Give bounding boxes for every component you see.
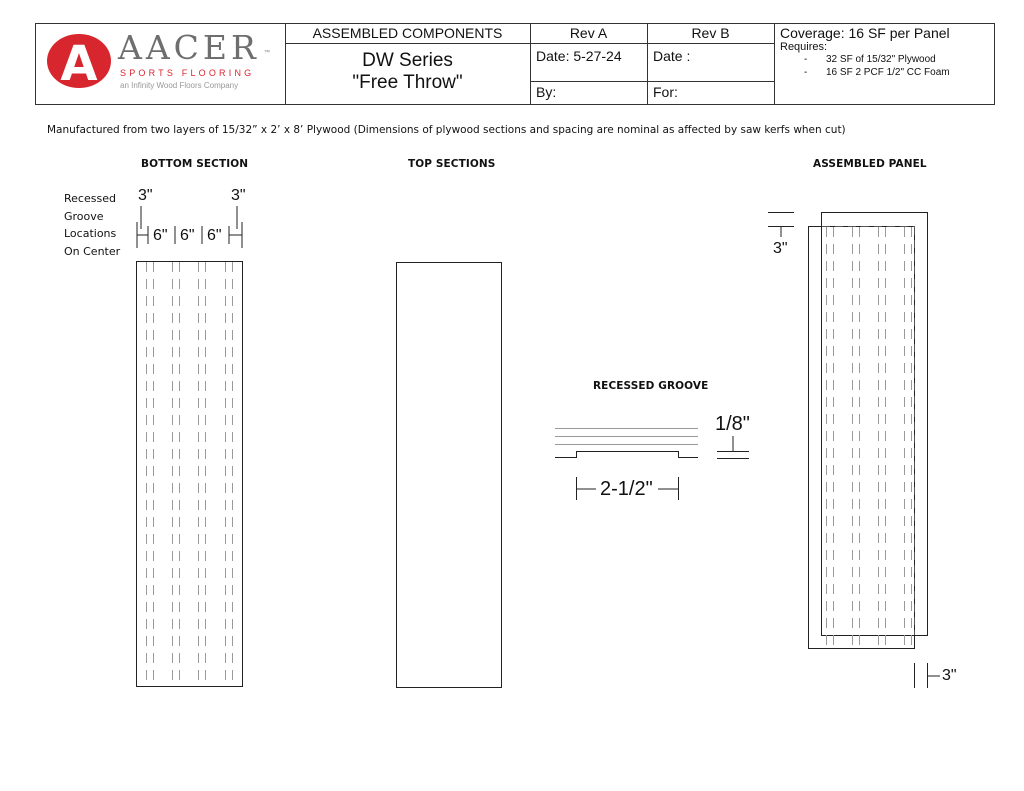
dim-top-offset: 3" (773, 240, 788, 257)
dim-edge-left: 3" (138, 187, 153, 204)
dim-groove-spacing: 6" (180, 227, 195, 244)
assembled-bottom-outline (809, 227, 915, 649)
by-field: By: (536, 84, 557, 100)
groove-profile (555, 452, 698, 458)
note-line: On Center (64, 244, 121, 258)
top-sections-heading: TOP SECTIONS (408, 158, 496, 170)
dim-side-offset: 3" (942, 667, 957, 684)
rev-b-label: Rev B (691, 25, 730, 41)
bottom-section-outline (137, 262, 243, 687)
requires-label: Requires: (780, 41, 828, 53)
dim-groove-depth: 1/8" (715, 413, 750, 435)
bottom-groove-lines (147, 262, 233, 686)
assembled-components-header: ASSEMBLED COMPONENTS (312, 25, 503, 41)
dim-groove-spacing: 6" (153, 227, 168, 244)
bullet: - (804, 67, 808, 78)
logo-tagline: SPORTS FLOORING (120, 68, 255, 78)
logo-letter: A (60, 36, 98, 89)
rev-b-date: Date : (653, 48, 691, 64)
dim-groove-width: 2-1/2" (600, 478, 653, 500)
assembled-hidden-edges (822, 227, 915, 636)
logo-trademark: ™ (264, 50, 270, 56)
assembled-panel-heading: ASSEMBLED PANEL (813, 158, 927, 170)
note-line: Groove (64, 209, 104, 223)
bullet: - (804, 54, 808, 65)
assembled-groove-lines (827, 227, 912, 648)
manufacturing-note: Manufactured from two layers of 15/32” x 2’ x 8’ Plywood (Dimensions of plywood sections and spacing are nominal as affected by saw kerfs when cut) (47, 124, 846, 136)
note-line: Locations (64, 227, 117, 240)
rev-a-label: Rev A (569, 25, 608, 41)
note-line: Recessed (64, 192, 116, 205)
bottom-section-heading: BOTTOM SECTION (141, 158, 249, 170)
model-title: "Free Throw" (352, 72, 463, 93)
recessed-groove-heading: RECESSED GROOVE (593, 380, 709, 392)
requirement-item: 16 SF 2 PCF 1/2" CC Foam (826, 67, 950, 78)
rev-a-date: Date: 5-27-24 (536, 48, 622, 64)
coverage-label: Coverage: 16 SF per Panel (780, 25, 950, 41)
groove-plywood-layers (555, 429, 698, 445)
dim-edge-right: 3" (231, 187, 246, 204)
top-section-outline (397, 263, 502, 688)
logo-name: AACER (118, 28, 260, 67)
logo-subtitle: an Infinity Wood Floors Company (120, 81, 239, 90)
for-field: For: (653, 84, 678, 100)
series-title: DW Series (362, 50, 453, 71)
dim-groove-spacing: 6" (207, 227, 222, 244)
requirement-item: 32 SF of 15/32" Plywood (826, 54, 936, 65)
